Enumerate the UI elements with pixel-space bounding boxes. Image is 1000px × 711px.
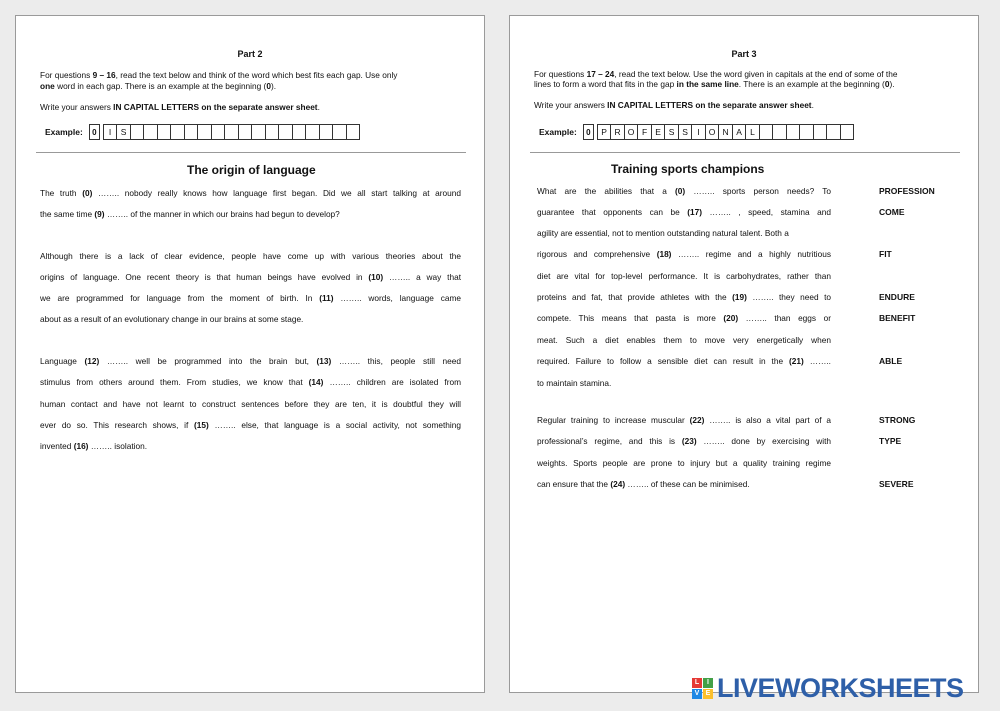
answer-cell	[170, 124, 185, 140]
answer-cell	[184, 124, 199, 140]
question-number: (16)	[73, 441, 89, 451]
question-number: (23)	[681, 436, 697, 446]
answer-cell	[799, 124, 814, 140]
keyword-endure: ENDURE	[879, 292, 915, 302]
keyword-fit: FIT	[879, 249, 892, 259]
answer-cell: E	[651, 124, 666, 140]
worksheet-page-part3	[509, 15, 979, 693]
passage-line: to maintain stamina.	[537, 378, 612, 388]
instruction-line-1: For questions 9 – 16, read the text below and think of the word which best fits each gap. Use only	[40, 70, 398, 80]
liveworksheets-logo-icon	[692, 678, 713, 699]
passage-line: stimulus from others around them. From studies, we know that (14) …….. children are isolated from	[40, 377, 461, 387]
passage-line: compete. This means that pasta is more (20) …….. than eggs or	[537, 313, 831, 323]
answer-cell	[157, 124, 172, 140]
question-number: (19)	[732, 292, 747, 302]
answer-cell: A	[732, 124, 747, 140]
answer-cell	[238, 124, 253, 140]
passage-line: we are programmed for language from the moment of birth. In (11) …….. words, language came	[40, 293, 461, 303]
instruction-line-1: For questions 17 – 24, read the text below. Use the word given in capitals at the end of some of the	[534, 69, 898, 79]
example-row	[539, 123, 854, 141]
example-answer-boxes	[598, 124, 855, 140]
question-number: (21)	[789, 356, 804, 366]
passage-title: The origin of language	[187, 163, 316, 177]
logo-mark-tile: I	[703, 678, 713, 688]
answer-cell: O	[624, 124, 639, 140]
example-number-box: 0	[89, 124, 100, 140]
question-number: (20)	[723, 313, 739, 323]
question-number: (11)	[319, 293, 334, 303]
passage-line: invented (16) …….. isolation.	[40, 441, 148, 451]
answer-cell: I	[691, 124, 706, 140]
answer-cell	[211, 124, 226, 140]
answer-cell: S	[678, 124, 693, 140]
example-row	[45, 123, 360, 141]
keyword-strong: STRONG	[879, 415, 916, 425]
passage-line: Language (12) …….. well be programmed into the brain but, (13) …….. this, people still need	[40, 356, 461, 366]
question-number: (17)	[687, 207, 703, 217]
answer-cell: F	[637, 124, 652, 140]
passage-line: ever do so. This research shows, if (15) …….. else, that language is a social activity, not something	[40, 420, 461, 430]
answer-cell	[251, 124, 266, 140]
passage-line: meat. Such a diet enables them to move very energetically when	[537, 335, 831, 345]
question-number: (24)	[610, 479, 626, 489]
logo-mark-tile: V	[692, 689, 702, 699]
keyword-type: TYPE	[879, 436, 902, 446]
answer-cell: R	[610, 124, 625, 140]
answer-cell	[224, 124, 239, 140]
passage-line: origins of language. One recent theory is that human beings have evolved in (10) …….. a way that	[40, 272, 461, 282]
passage-title: Training sports champions	[611, 162, 765, 176]
passage-line: diet are vital for top-level performance. It is carbohydrates, rather than	[537, 271, 831, 281]
question-number: (12)	[84, 356, 100, 366]
passage-line: the same time (9) …….. of the manner in which our brains had begun to develop?	[40, 209, 340, 219]
instruction-line-3: Write your answers IN CAPITAL LETTERS on the separate answer sheet.	[534, 100, 814, 110]
answer-cell	[346, 124, 361, 140]
answer-cell	[840, 124, 855, 140]
question-number: (0)	[675, 186, 686, 196]
divider	[36, 152, 466, 153]
answer-cell	[786, 124, 801, 140]
question-number: (14)	[308, 377, 324, 387]
question-number: (18)	[656, 249, 672, 259]
example-label: Example:	[539, 127, 577, 137]
passage-line: professional’s regime, and this is (23) …….. done by exercising with	[537, 436, 831, 446]
keyword-severe: SEVERE	[879, 479, 914, 489]
keyword-profession: PROFESSION	[879, 186, 935, 196]
divider	[530, 152, 960, 153]
worksheet-page-part2	[15, 15, 485, 693]
logo-mark-tile: E	[703, 689, 713, 699]
question-number: (13)	[316, 356, 332, 366]
answer-cell	[130, 124, 145, 140]
passage-line: weights. Sports people are prone to injury but a quality training regime	[537, 458, 831, 468]
passage-line: human contact and have not learnt to construct sentences before they are ten, it is doubtful they will	[40, 399, 461, 409]
passage-line: What are the abilities that a (0) …….. sports person needs? To	[537, 186, 831, 196]
answer-cell: P	[597, 124, 612, 140]
passage-line: required. Failure to follow a sensible diet can result in the (21) ……..	[537, 356, 831, 366]
passage-line: Regular training to increase muscular (22) …….. is also a vital part of a	[537, 415, 831, 425]
answer-cell	[197, 124, 212, 140]
answer-cell: O	[705, 124, 720, 140]
answer-cell: L	[745, 124, 760, 140]
instruction-line-2: lines to form a word that fits in the gap in the same line. There is an example at the beginning (0).	[534, 79, 895, 89]
answer-cell	[265, 124, 280, 140]
answer-cell: S	[664, 124, 679, 140]
answer-cell	[143, 124, 158, 140]
part-heading: Part 2	[237, 49, 263, 59]
question-number: (0)	[82, 188, 93, 198]
logo-wordmark: LIVEWORKSHEETS	[717, 673, 964, 703]
passage-line: rigorous and comprehensive (18) …….. regime and a highly nutritious	[537, 249, 832, 259]
answer-cell	[826, 124, 841, 140]
passage-line: guarantee that opponents can be (17) …….. , speed, stamina and	[537, 207, 832, 217]
question-number: (10)	[368, 272, 384, 282]
passage-line: The truth (0) …….. nobody really knows how language first began. Did we all start talking at around	[40, 188, 461, 198]
question-number: (15)	[194, 420, 209, 430]
logo-mark-tile: L	[692, 678, 702, 688]
example-label: Example:	[45, 127, 83, 137]
question-number: (9)	[94, 209, 105, 219]
instruction-line-3: Write your answers IN CAPITAL LETTERS on the separate answer sheet.	[40, 102, 320, 112]
answer-cell	[813, 124, 828, 140]
answer-cell: S	[116, 124, 131, 140]
passage-line: proteins and fat, that provide athletes with the (19) …….. they need to	[537, 292, 831, 302]
answer-cell	[278, 124, 293, 140]
answer-cell	[759, 124, 774, 140]
answer-cell	[772, 124, 787, 140]
answer-cell: N	[718, 124, 733, 140]
keyword-benefit: BENEFIT	[879, 313, 916, 323]
example-answer-boxes	[104, 124, 361, 140]
answer-cell	[292, 124, 307, 140]
answer-cell	[319, 124, 334, 140]
passage-line: agility are essential, not to mention outstanding natural talent. Both a	[537, 228, 789, 238]
keyword-come: COME	[879, 207, 905, 217]
part-heading: Part 3	[731, 49, 757, 59]
instruction-line-2: one word in each gap. There is an example at the beginning (0).	[40, 81, 277, 91]
passage-line: about as a result of an evolutionary change in our brains at some stage.	[40, 314, 304, 324]
answer-cell: I	[103, 124, 118, 140]
passage-line: Although there is a lack of clear evidence, people have come up with various theories about the	[40, 251, 461, 261]
example-number-box: 0	[583, 124, 594, 140]
keyword-able: ABLE	[879, 356, 903, 366]
question-number: (22)	[689, 415, 705, 425]
answer-cell	[332, 124, 347, 140]
answer-cell	[305, 124, 320, 140]
liveworksheets-logo	[692, 675, 964, 702]
passage-line: can ensure that the (24) …….. of these can be minimised.	[537, 479, 750, 489]
